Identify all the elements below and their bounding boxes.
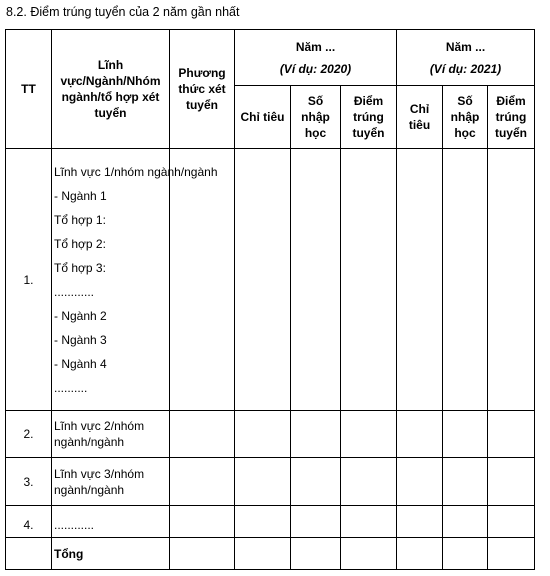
table-row — [6, 506, 535, 538]
field-line: Tổ hợp 3: — [54, 260, 106, 275]
row-number: 4. — [6, 506, 52, 538]
header-field: Lĩnh vực/Ngành/Nhóm ngành/tổ hợp xét tuyển — [52, 30, 170, 149]
row-field: ............ — [52, 506, 170, 538]
table-row — [6, 411, 535, 458]
empty-cell — [291, 458, 341, 506]
empty-cell — [397, 506, 443, 538]
empty-cell — [341, 149, 397, 411]
empty-cell — [443, 458, 488, 506]
empty-cell — [488, 458, 535, 506]
empty-cell — [397, 149, 443, 411]
empty-cell — [443, 506, 488, 538]
table-row — [6, 149, 535, 411]
header-enrolled-year-1: Số nhập học — [291, 86, 341, 149]
empty-cell — [397, 538, 443, 570]
section-title: 8.2. Điểm trúng tuyển của 2 năm gần nhất — [6, 5, 240, 19]
empty-cell — [291, 411, 341, 458]
year-2-example: (Ví dụ: 2021) — [429, 61, 502, 76]
field-line: Tổ hợp 1: — [54, 212, 106, 227]
empty-cell — [170, 149, 235, 411]
empty-cell — [488, 149, 535, 411]
total-label: Tổng — [52, 538, 170, 570]
field-line: - Ngành 2 — [54, 308, 107, 323]
empty-cell — [291, 538, 341, 570]
empty-cell — [170, 538, 235, 570]
empty-cell — [291, 149, 341, 411]
row-field — [52, 149, 218, 411]
header-enrolled-year-2: Số nhập học — [443, 86, 488, 149]
field-line: - Ngành 4 — [54, 356, 107, 371]
header-quota-year-1: Chỉ tiêu — [235, 86, 291, 149]
admission-score-table — [5, 29, 535, 570]
empty-cell — [235, 149, 291, 411]
field-line: - Ngành 1 — [54, 188, 107, 203]
empty-cell — [341, 458, 397, 506]
empty-cell — [341, 411, 397, 458]
empty-cell — [341, 538, 397, 570]
row-field: Lĩnh vực 3/nhóm ngành/ngành — [52, 458, 170, 506]
empty-cell — [488, 411, 535, 458]
row-number: 1. — [6, 149, 52, 411]
empty-cell — [235, 411, 291, 458]
empty-cell — [235, 506, 291, 538]
empty-cell — [6, 538, 52, 570]
row-field: Lĩnh vực 2/nhóm ngành/ngành — [52, 411, 170, 458]
empty-cell — [488, 538, 535, 570]
empty-cell — [170, 411, 235, 458]
year-1-title: Năm ... — [295, 39, 336, 54]
header-quota-year-2: Chỉ tiêu — [397, 86, 443, 149]
empty-cell — [341, 506, 397, 538]
field-line: Tổ hợp 2: — [54, 236, 106, 251]
empty-cell — [235, 458, 291, 506]
empty-cell — [488, 506, 535, 538]
header-score-year-2: Điểm trúng tuyển — [488, 86, 535, 149]
total-row — [6, 538, 535, 570]
row-number: 2. — [6, 411, 52, 458]
empty-cell — [235, 538, 291, 570]
empty-cell — [397, 411, 443, 458]
year-1-example: (Ví dụ: 2020) — [279, 61, 352, 76]
row-number: 3. — [6, 458, 52, 506]
header-tt: TT — [6, 30, 52, 149]
empty-cell — [170, 458, 235, 506]
empty-cell — [291, 506, 341, 538]
field-line: .......... — [54, 380, 88, 395]
year-2-title: Năm ... — [445, 39, 486, 54]
table-row — [6, 458, 535, 506]
field-line: - Ngành 3 — [54, 332, 107, 347]
header-score-year-1: Điểm trúng tuyển — [341, 86, 397, 149]
empty-cell — [443, 149, 488, 411]
header-year-2 — [397, 30, 535, 86]
header-method: Phương thức xét tuyển — [170, 30, 235, 149]
empty-cell — [443, 411, 488, 458]
empty-cell — [443, 538, 488, 570]
empty-cell — [170, 506, 235, 538]
empty-cell — [397, 458, 443, 506]
field-line: Lĩnh vực 1/nhóm ngành/ngành — [54, 164, 218, 179]
header-year-1 — [235, 30, 397, 86]
field-line: ............ — [54, 284, 95, 299]
